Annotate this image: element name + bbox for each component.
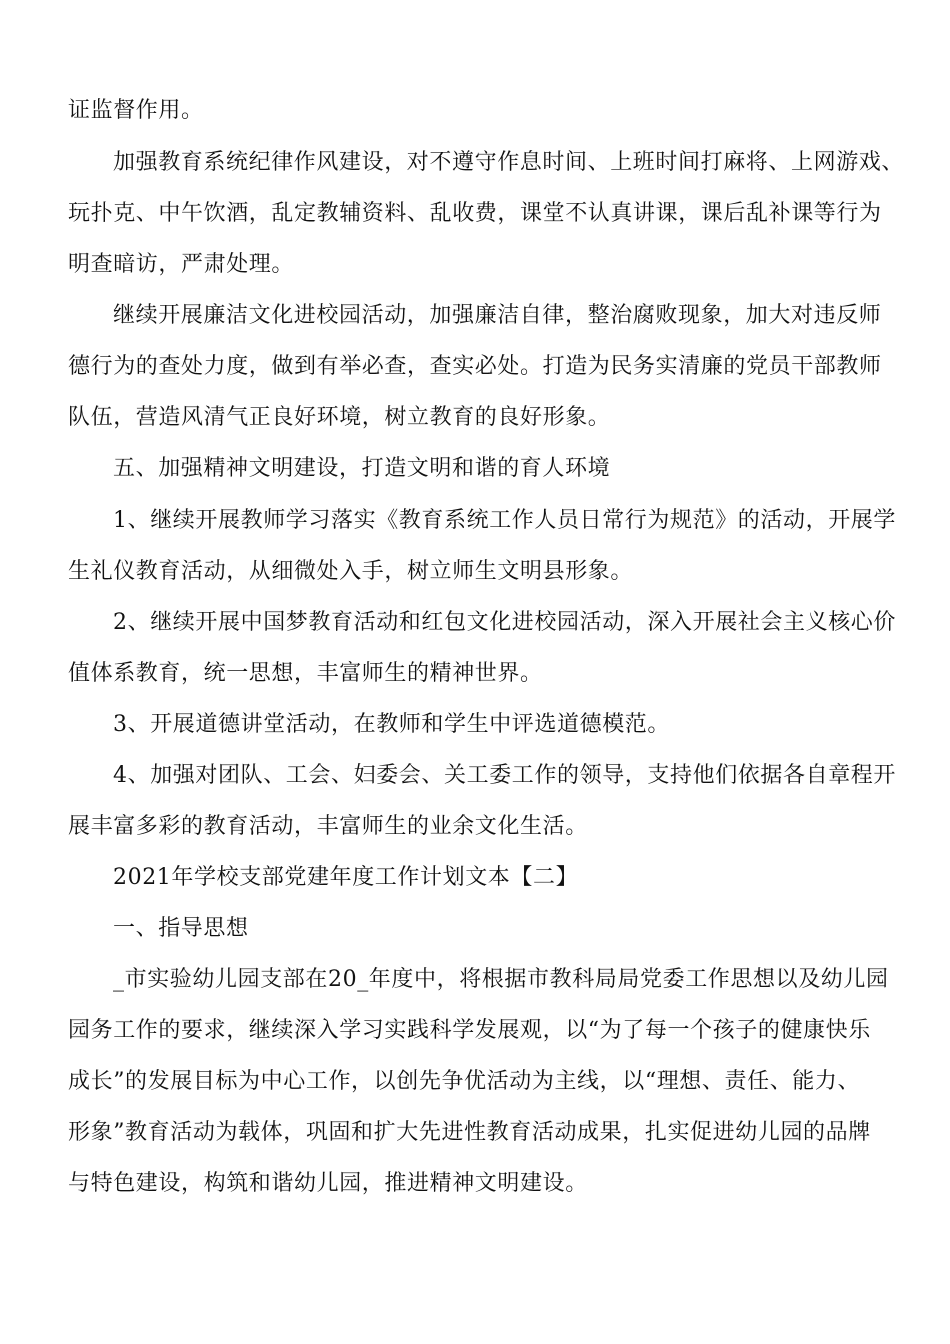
text-line: _市实验幼儿园支部在20_年度中，将根据市教科局局党委工作思想以及幼儿园 xyxy=(113,967,889,992)
text-line: 明查暗访，严肃处理。 xyxy=(68,252,295,277)
text-line: 队伍，营造风清气正良好环境，树立教育的良好形象。 xyxy=(68,405,611,430)
text-line: 3、开展道德讲堂活动，在教师和学生中评选道德模范。 xyxy=(113,712,670,737)
document-subtitle: 2021年学校支部党建年度工作计划文本【二】 xyxy=(113,865,579,890)
text-line: 值体系教育，统一思想，丰富师生的精神世界。 xyxy=(68,661,543,686)
section-heading: 一、指导思想 xyxy=(113,916,249,941)
text-line: 德行为的查处力度，做到有举必查，查实必处。打造为民务实清廉的党员干部教师 xyxy=(68,354,882,379)
text-line: 继续开展廉洁文化进校园活动，加强廉洁自律，整治腐败现象，加大对违反师 xyxy=(113,303,882,328)
text-line: 与特色建设，构筑和谐幼儿园，推进精神文明建设。 xyxy=(68,1171,588,1196)
text-line: 玩扑克、中午饮酒，乱定教辅资料、乱收费，课堂不认真讲课，课后乱补课等行为 xyxy=(68,201,882,226)
text-line: 园务工作的要求，继续深入学习实践科学发展观，以“为了每一个孩子的健康快乐 xyxy=(68,1018,871,1043)
text-line: 1、继续开展教师学习落实《教育系统工作人员日常行为规范》的活动，开展学 xyxy=(113,508,896,533)
text-line: 生礼仪教育活动，从细微处入手，树立师生文明县形象。 xyxy=(68,559,634,584)
section-heading: 五、加强精神文明建设，打造文明和谐的育人环境 xyxy=(113,456,611,481)
text-line: 成长”的发展目标为中心工作，以创先争优活动为主线，以“理想、责任、能力、 xyxy=(68,1069,861,1094)
text-line: 证监督作用。 xyxy=(68,98,204,123)
text-line: 展丰富多彩的教育活动，丰富师生的业余文化生活。 xyxy=(68,814,588,839)
text-line: 4、加强对团队、工会、妇委会、关工委工作的领导，支持他们依据各自章程开 xyxy=(113,763,896,788)
text-line: 2、继续开展中国梦教育活动和红包文化进校园活动，深入开展社会主义核心价 xyxy=(113,610,896,635)
text-line: 形象”教育活动为载体，巩固和扩大先进性教育活动成果，扎实促进幼儿园的品牌 xyxy=(68,1120,871,1145)
text-line: 加强教育系统纪律作风建设，对不遵守作息时间、上班时间打麻将、上网游戏、 xyxy=(113,150,905,175)
